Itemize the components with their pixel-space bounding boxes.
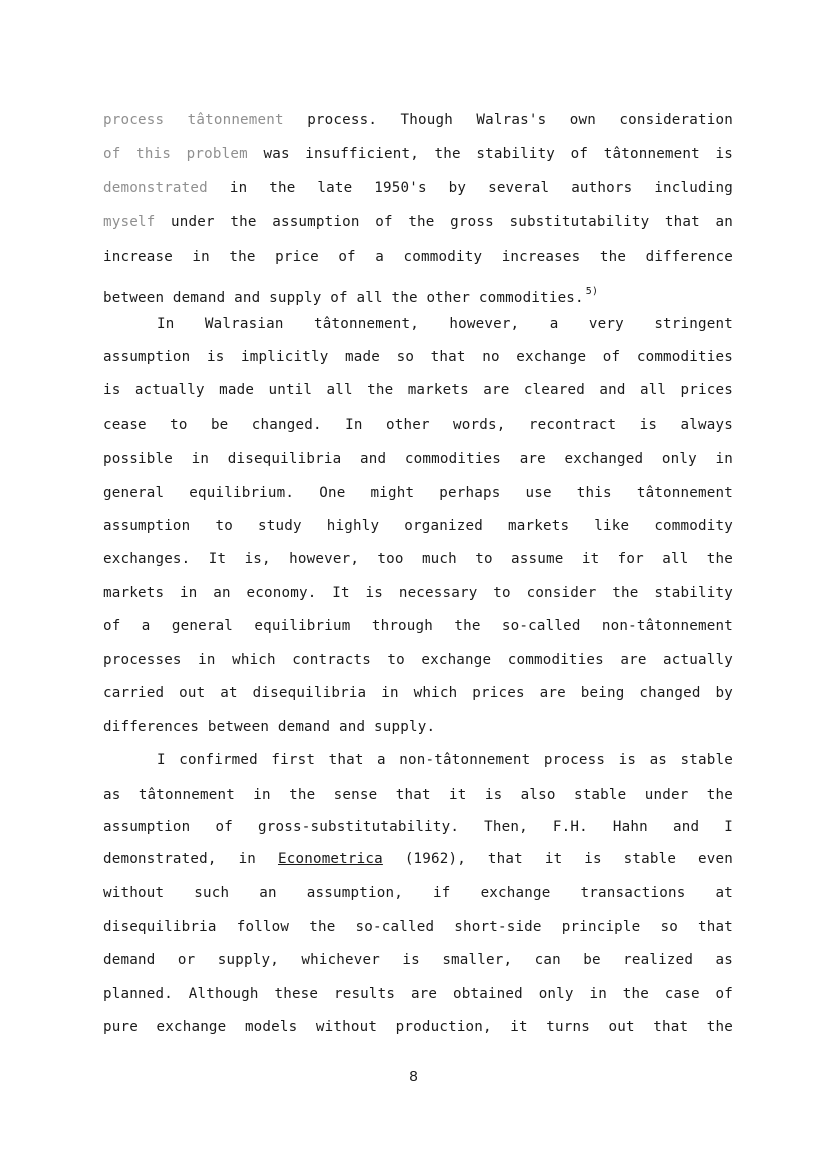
text-line-12: general equilibrium. One might perhaps use this tâtonnement bbox=[103, 485, 733, 501]
text-line-6 bbox=[103, 283, 733, 307]
text-line-11: possible in disequilibria and commodities are exchanged only in bbox=[103, 451, 733, 467]
line-text: (1962), that it is stable even bbox=[382, 851, 733, 867]
text-line-2 bbox=[103, 145, 733, 163]
line-text: process. Though Walras's own consideration bbox=[283, 112, 734, 128]
text-line-24: without such an assumption, if exchange transactions at bbox=[103, 885, 733, 901]
text-line-23 bbox=[103, 850, 733, 868]
text-line-8: assumption is implicitly made so that no exchange of commodities bbox=[103, 349, 733, 365]
text-line-20: I confirmed first that a non-tâtonnement process is as stable bbox=[157, 752, 733, 768]
text-line-21: as tâtonnement in the sense that it is also stable under the bbox=[103, 787, 733, 803]
text-line-3 bbox=[103, 179, 733, 197]
line-text: in the late 1950's by several authors including bbox=[207, 180, 733, 196]
text-line-17: processes in which contracts to exchange commodities are actually bbox=[103, 652, 733, 668]
line-text: was insufficient, the stability of tâtonnement is bbox=[247, 146, 733, 162]
faded-text: myself bbox=[103, 214, 156, 230]
footnote-ref: 5) bbox=[585, 286, 599, 297]
text-line-1 bbox=[103, 111, 733, 129]
text-line-10: cease to be changed. In other words, recontract is always bbox=[103, 417, 733, 433]
text-line-9: is actually made until all the markets are cleared and all prices bbox=[103, 382, 733, 398]
text-line-22: assumption of gross-substitutability. Then, F.H. Hahn and I bbox=[103, 819, 733, 835]
text-line-13: assumption to study highly organized markets like commodity bbox=[103, 518, 733, 534]
text-line-4 bbox=[103, 213, 733, 231]
faded-text: of this problem bbox=[103, 146, 248, 162]
text-line-26: demand or supply, whichever is smaller, can be realized as bbox=[103, 952, 733, 968]
line-text: under the assumption of the gross substitutability that an bbox=[155, 214, 733, 230]
text-line-19: differences between demand and supply. bbox=[103, 719, 436, 735]
text-line-28: pure exchange models without production, it turns out that the bbox=[103, 1019, 733, 1035]
faded-text: demonstrated bbox=[103, 180, 208, 196]
text-line-15: markets in an economy. It is necessary to consider the stability bbox=[103, 585, 733, 601]
page-number: 8 bbox=[409, 1068, 418, 1085]
text-line-7: In Walrasian tâtonnement, however, a very stringent bbox=[157, 316, 733, 332]
journal-title: Econometrica bbox=[277, 851, 383, 867]
faded-text: tâtonnement bbox=[187, 112, 284, 128]
line-text: demonstrated, in bbox=[103, 851, 278, 867]
text-line-16: of a general equilibrium through the so-called non-tâtonnement bbox=[103, 618, 733, 634]
text-line-18: carried out at disequilibria in which prices are being changed by bbox=[103, 685, 733, 701]
text-line-14: exchanges. It is, however, too much to assume it for all the bbox=[103, 551, 733, 567]
text-line-5: increase in the price of a commodity increases the difference bbox=[103, 249, 733, 265]
text-line-25: disequilibria follow the so-called short-side principle so that bbox=[103, 919, 733, 935]
text-line-27: planned. Although these results are obtained only in the case of bbox=[103, 986, 733, 1002]
line-text: between demand and supply of all the other commodities. bbox=[103, 290, 584, 306]
faded-text: process bbox=[103, 112, 188, 128]
